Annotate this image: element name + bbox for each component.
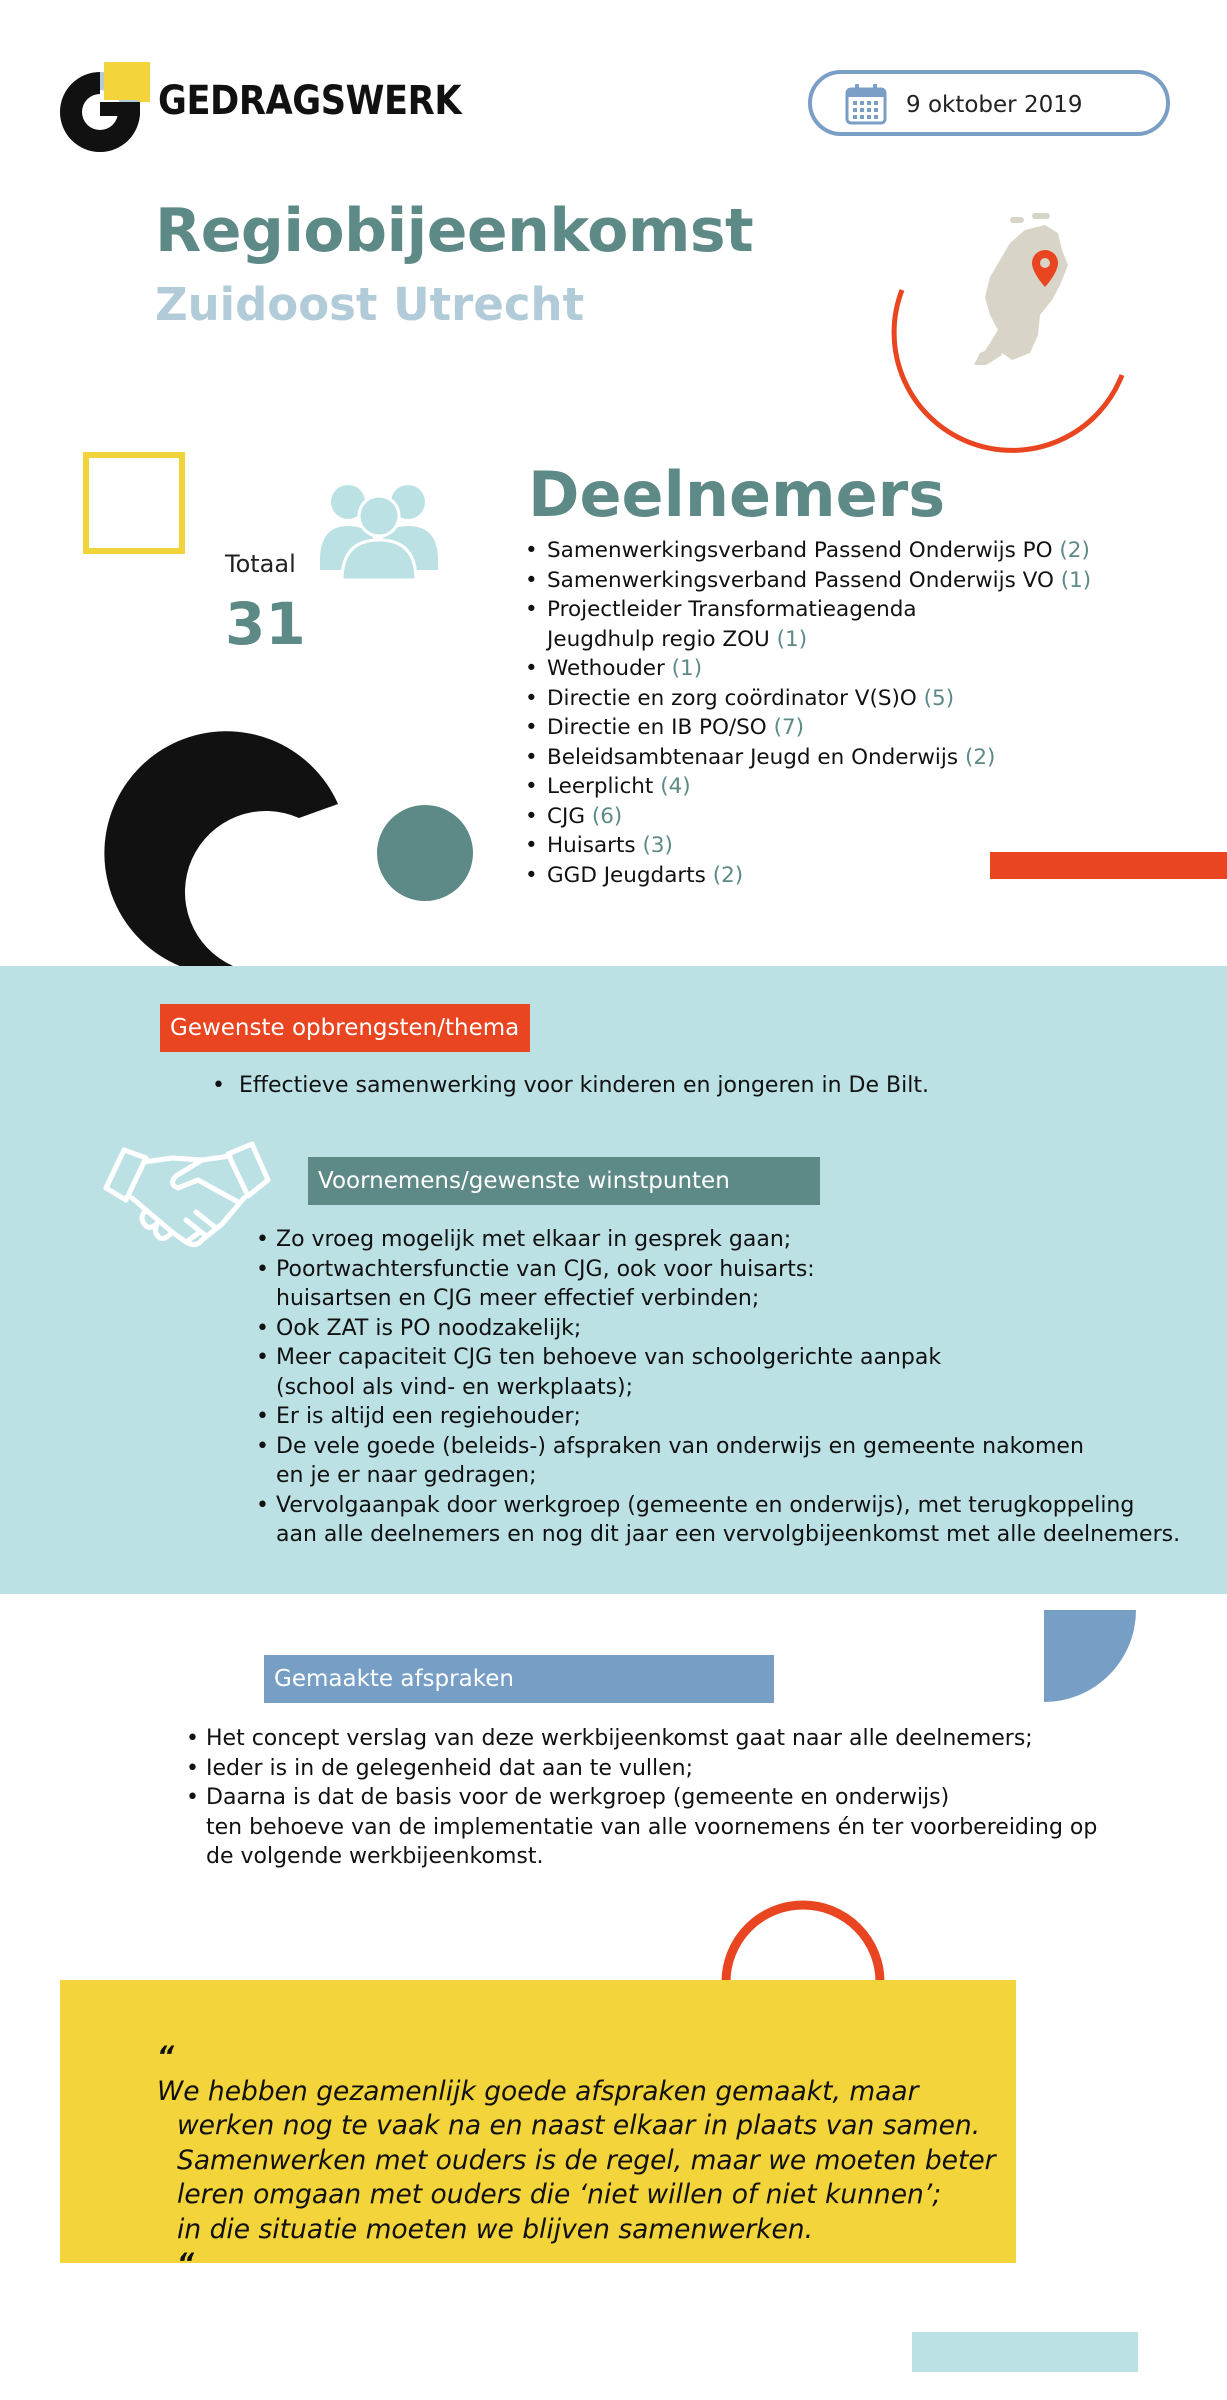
calendar-icon xyxy=(844,82,888,126)
date-badge xyxy=(808,70,1170,136)
list-item: • Leerplicht (4) xyxy=(523,772,1143,802)
list-item: • Ieder is in de gelegenheid dat aan te vullen; xyxy=(184,1754,1184,1784)
list-item: • Ook ZAT is PO noodzakelijk; xyxy=(254,1314,1214,1344)
brand-name: GEDRAGSWERK xyxy=(158,78,462,124)
agreements-list xyxy=(184,1724,1184,1872)
gedragswerk-logo-icon xyxy=(58,62,150,154)
list-item: • Meer capaciteit CJG ten behoeve van schoolgerichte aanpak (school als vind- en werkplaats); xyxy=(254,1343,1214,1402)
list-item: • Directie en IB PO/SO (7) xyxy=(523,713,1143,743)
list-item: • Samenwerkingsverband Passend Onderwijs PO (2) xyxy=(523,536,1143,566)
list-item: • Zo vroeg mogelijk met elkaar in gesprek gaan; xyxy=(254,1225,1214,1255)
list-item: • Het concept verslag van deze werkbijeenkomst gaat naar alle deelnemers; xyxy=(184,1724,1184,1754)
list-item: • Daarna is dat de basis voor de werkgroep (gemeente en onderwijs) ten behoeve van de implementatie van alle voornemens én ter voorbereiding op de volgende werkbijeenkomst. xyxy=(184,1783,1184,1872)
participants-title: Deelnemers xyxy=(528,458,946,531)
decorative-bottom-bar xyxy=(912,2332,1138,2372)
outcomes-label: Gewenste opbrengsten/thema xyxy=(160,1004,530,1052)
list-item: • CJG (6) xyxy=(523,802,1143,832)
list-item: • Projectleider Transformatieagenda Jeugdhulp regio ZOU (1) xyxy=(523,595,1143,654)
participants-list xyxy=(523,536,1143,890)
netherlands-map-pin-icon xyxy=(890,205,1130,455)
list-item: • Poortwachtersfunctie van CJG, ook voor huisarts: huisartsen en CJG meer effectief verbinden; xyxy=(254,1255,1214,1314)
list-item: • Samenwerkingsverband Passend Onderwijs VO (1) xyxy=(523,566,1143,596)
decorative-blue-quarter-circle xyxy=(1044,1610,1136,1702)
list-item: • Wethouder (1) xyxy=(523,654,1143,684)
intentions-label: Voornemens/gewenste winstpunten xyxy=(308,1157,820,1205)
list-item: • GGD Jeugdarts (2) xyxy=(523,861,1143,891)
page-title: Regiobijeenkomst xyxy=(155,196,754,266)
decorative-red-bar xyxy=(990,852,1227,879)
quote-text: “ We hebben gezamenlijk goede afspraken gemaakt, maar werken nog te vaak na en naast elkaar in plaats van samen. Samenwerken met ouders is de regel, maar we moeten beter leren omgaan met ouders die ‘niet willen of niet kunnen’; in die situatie moeten we blijven samenwerken. “ xyxy=(157,2041,996,2279)
intentions-list xyxy=(254,1225,1214,1550)
list-item: • Beleidsambtenaar Jeugd en Onderwijs (2) xyxy=(523,743,1143,773)
list-item: • Directie en zorg coördinator V(S)O (5) xyxy=(523,684,1143,714)
page-subtitle: Zuidoost Utrecht xyxy=(155,278,585,331)
decorative-yellow-square xyxy=(83,452,185,554)
list-item: • Vervolgaanpak door werkgroep (gemeente en onderwijs), met terugkoppeling aan alle deelnemers en nog dit jaar een vervolgbijeenkomst met alle deelnemers. xyxy=(254,1491,1214,1550)
decorative-black-arc xyxy=(95,726,345,966)
people-group-icon xyxy=(318,480,440,580)
handshake-icon xyxy=(102,1140,272,1260)
decorative-teal-circle xyxy=(377,805,473,901)
total-label: Totaal xyxy=(225,550,296,578)
agreements-label: Gemaakte afspraken xyxy=(264,1655,774,1703)
date-text: 9 oktober 2019 xyxy=(906,92,1083,118)
list-item: • Huisarts (3) xyxy=(523,831,1143,861)
list-item: • De vele goede (beleids-) afspraken van onderwijs en gemeente nakomen en je er naar gedragen; xyxy=(254,1432,1214,1491)
total-value: 31 xyxy=(225,590,306,658)
outcome-item: • Effectieve samenwerking voor kinderen en jongeren in De Bilt. xyxy=(212,1073,929,1098)
list-item: • Er is altijd een regiehouder; xyxy=(254,1402,1214,1432)
decorative-red-arc xyxy=(720,1898,886,1982)
